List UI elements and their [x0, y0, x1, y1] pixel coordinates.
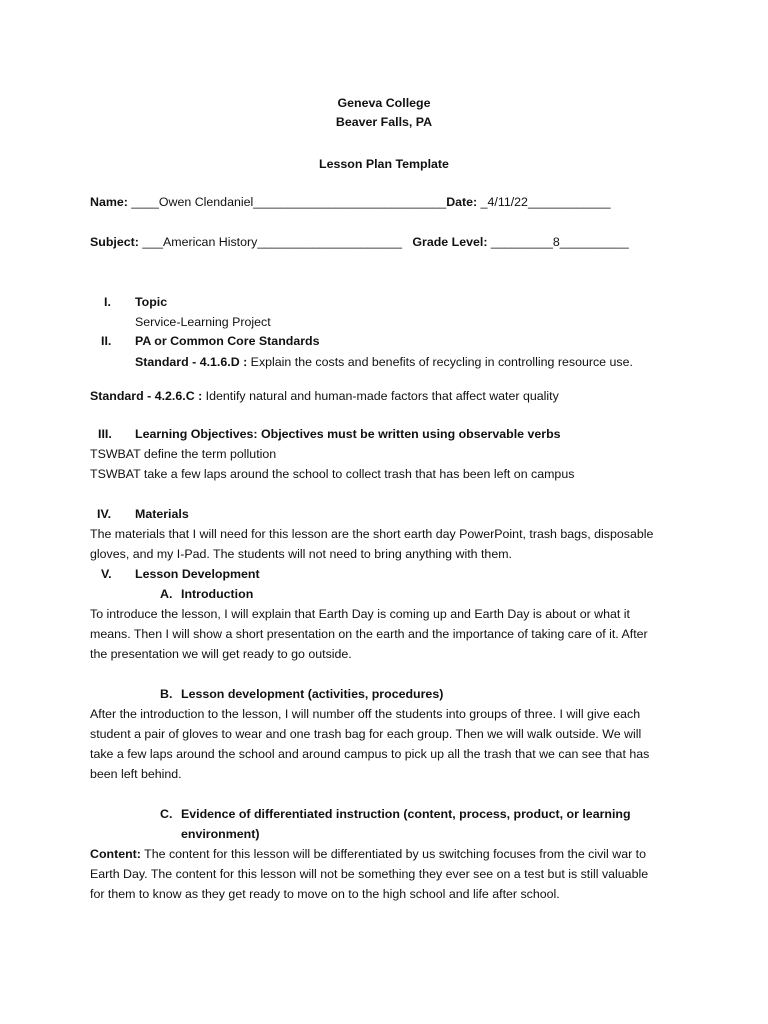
content-text-1: The content for this lesson will be differentiated by us switching focuses from the civil war to: [140, 847, 646, 861]
materials-line-1: The materials that I will need for this lesson are the short earth day PowerPoint, trash bags, disposable: [90, 527, 654, 541]
subsection-number-a: A.: [160, 587, 173, 601]
standard-1-text: Explain the costs and benefits of recycling in controlling resource use.: [247, 355, 633, 369]
college-location: Beaver Falls, PA: [335, 115, 433, 129]
grade-label: Grade Level:: [412, 235, 488, 249]
section-title-standards: PA or Common Core Standards: [135, 334, 320, 348]
subsection-title-differentiation-1: Evidence of differentiated instruction (content, process, product, or learning: [181, 807, 631, 821]
standard-2: [90, 386, 559, 406]
content-line-3: for them to know as they get ready to move on to the high school and life after school.: [90, 887, 560, 901]
introduction-line-2: means. Then I will show a short presentation on the earth and the importance of taking care of it. After: [90, 627, 648, 641]
activities-line-4: been left behind.: [90, 767, 182, 781]
name-date-line: [90, 192, 611, 212]
content-label: Content:: [90, 847, 141, 861]
objective-2: TSWBAT take a few laps around the school to collect trash that has been left on campus: [90, 467, 575, 481]
section-title-materials: Materials: [135, 507, 189, 521]
template-title: Lesson Plan Template: [319, 157, 449, 171]
subject-grade-line: [90, 232, 629, 252]
materials-line-2: gloves, and my I-Pad. The students will not need to bring anything with them.: [90, 547, 512, 561]
grade-value: _________8__________: [487, 235, 629, 249]
section-number-objectives: III.: [98, 427, 112, 441]
introduction-line-3: the presentation we will get ready to go outside.: [90, 647, 352, 661]
content-line-2: Earth Day. The content for this lesson will not be something they ever see on a test but is still valuable: [90, 867, 649, 881]
subsection-number-c: C.: [160, 807, 173, 821]
subsection-number-b: B.: [160, 687, 173, 701]
standard-1: [135, 352, 633, 372]
section-number-materials: IV.: [97, 507, 112, 521]
activities-line-2: student a pair of gloves to wear and one trash bag for each group. Then we will walk outside. We will: [90, 727, 642, 741]
section-number-development: V.: [101, 567, 112, 581]
topic-text: Service-Learning Project: [135, 315, 271, 329]
activities-line-3: take a few laps around the school and around campus to pick up all the trash that we can see that has: [90, 747, 650, 761]
name-value: ____Owen Clendaniel____________________________: [127, 195, 447, 209]
content-line-1: [90, 844, 646, 864]
section-number-topic: I.: [104, 295, 111, 309]
standard-1-label: Standard - 4.1.6.D :: [135, 355, 248, 369]
date-label: Date:: [446, 195, 478, 209]
name-label: Name:: [90, 195, 128, 209]
college-name: Geneva College: [337, 96, 431, 110]
subsection-title-activities: Lesson development (activities, procedures): [181, 687, 444, 701]
standard-2-label: Standard - 4.2.6.C :: [90, 389, 203, 403]
standard-2-text: Identify natural and human-made factors that affect water quality: [202, 389, 559, 403]
date-value: _4/11/22____________: [477, 195, 611, 209]
section-title-development: Lesson Development: [135, 567, 260, 581]
introduction-line-1: To introduce the lesson, I will explain that Earth Day is coming up and Earth Day is about or what it: [90, 607, 630, 621]
subsection-title-differentiation-2: environment): [181, 827, 260, 841]
objective-1: TSWBAT define the term pollution: [90, 447, 277, 461]
subject-value: ___American History_____________________: [138, 235, 403, 249]
section-title-objectives: Learning Objectives: Objectives must be written using observable verbs: [135, 427, 561, 441]
section-number-standards: II.: [101, 334, 112, 348]
subsection-title-introduction: Introduction: [181, 587, 254, 601]
section-title-topic: Topic: [135, 295, 168, 309]
subject-label: Subject:: [90, 235, 139, 249]
activities-line-1: After the introduction to the lesson, I will number off the students into groups of three. I will give each: [90, 707, 641, 721]
